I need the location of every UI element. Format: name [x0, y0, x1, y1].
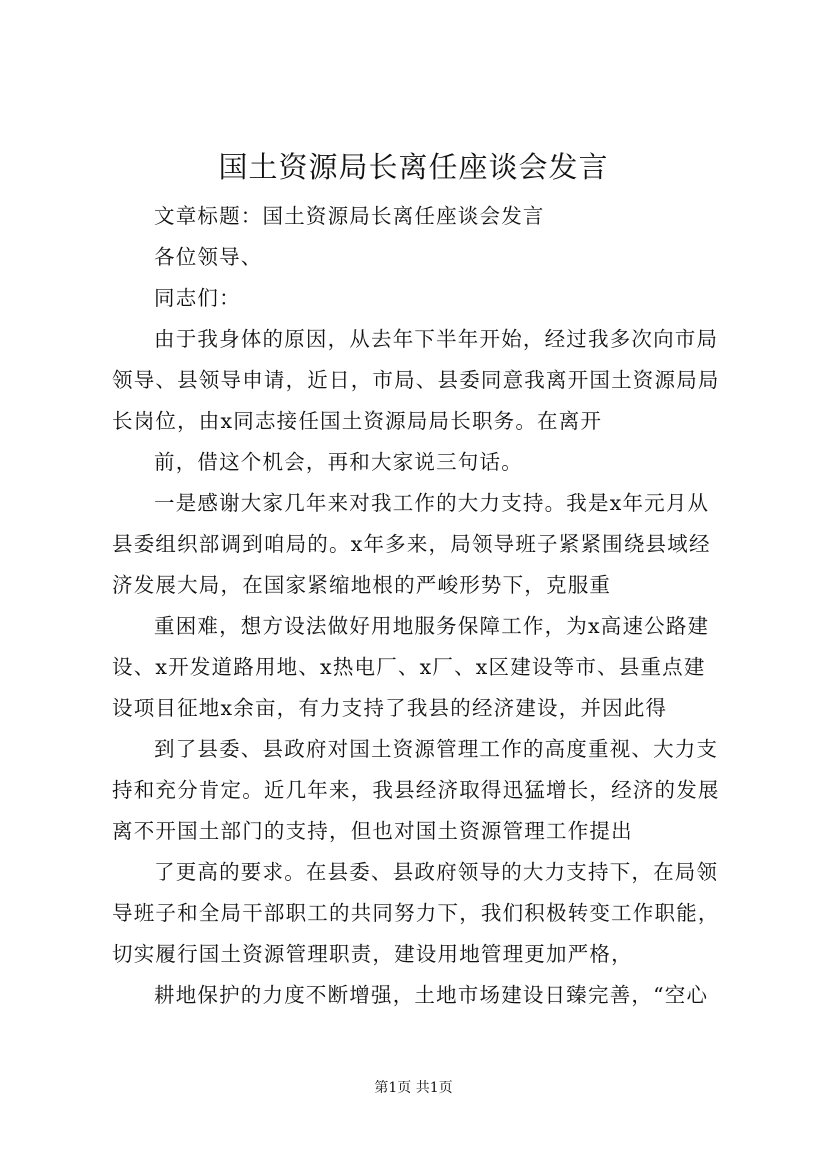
body-line: 耕地保护的力度不断增强，土地市场建设日臻完善，“空心 — [154, 983, 709, 1007]
body-line: 了更高的要求。在县委、县政府领导的大力支持下，在局领 — [154, 860, 719, 884]
body-line: 济发展大局，在国家紧缩地根的严峻形势下，克服重 — [112, 573, 612, 597]
body-line: 县委组织部调到咱局的。x年多来，局领导班子紧紧围绕县域经 — [112, 532, 711, 556]
body-line: 前，借这个机会，再和大家说三句话。 — [154, 450, 523, 474]
body-line: 设项目征地x余亩，有力支持了我县的经济建设，并因此得 — [112, 696, 668, 720]
page-number-footer: 第1页 共1页 — [374, 1080, 453, 1096]
body-line: 重困难，想方设法做好用地服务保障工作，为x高速公路建 — [154, 614, 710, 638]
body-line: 到了县委、县政府对国土资源管理工作的高度重视、大力支 — [154, 737, 719, 761]
body-line: 离不开国土部门的支持，但也对国土资源管理工作提出 — [112, 819, 633, 843]
body-line: 导班子和全局干部职工的共同努力下，我们积极转变工作职能， — [112, 901, 720, 925]
body-line: 文章标题：国土资源局长离任座谈会发言 — [154, 204, 545, 228]
body-line: 各位领导、 — [154, 245, 263, 269]
body-line: 由于我身体的原因，从去年下半年开始，经过我多次向市局 — [154, 327, 719, 351]
body-line: 设、x开发道路用地、x热电厂、x厂、x区建设等市、县重点建 — [112, 655, 706, 679]
body-line: 切实履行国土资源管理职责，建设用地管理更加严格， — [112, 942, 633, 966]
document-body — [112, 196, 740, 1016]
body-line: 持和充分肯定。近几年来，我县经济取得迅猛增长，经济的发展 — [112, 778, 720, 802]
body-line: 领导、县领导申请，近日，市局、县委同意我离开国土资源局局 — [112, 368, 720, 392]
body-line: 同志们： — [154, 286, 241, 310]
body-line: 长岗位，由x同志接任国土资源局局长职务。在离开 — [112, 409, 603, 433]
body-line: 一是感谢大家几年来对我工作的大力支持。我是x年元月从 — [154, 491, 710, 515]
document-title: 国土资源局长离任座谈会发言 — [218, 150, 609, 184]
